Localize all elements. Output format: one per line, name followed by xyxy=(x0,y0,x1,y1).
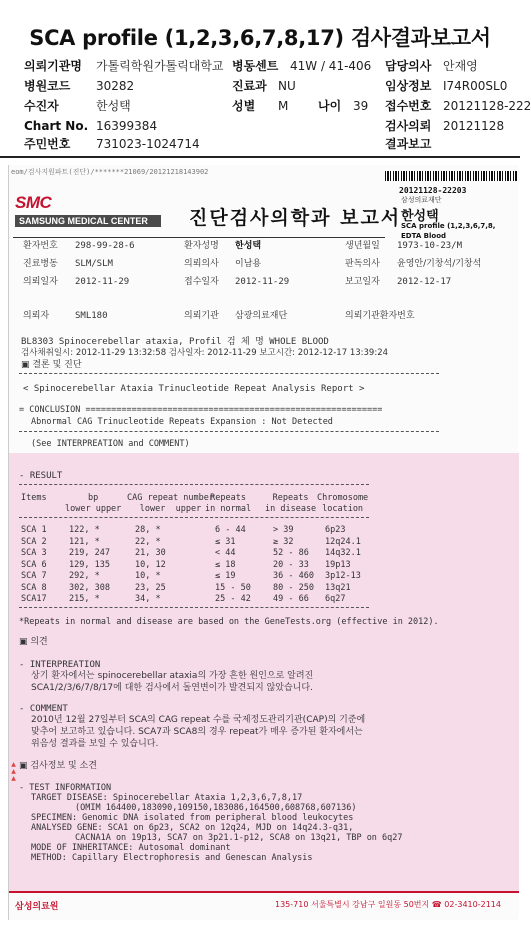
col-header-items: Items xyxy=(21,493,47,503)
institution-label: 의뢰기관명 xyxy=(24,59,82,73)
result-cell-disease: 80 - 250 xyxy=(273,582,314,593)
result-cell-location: 13q21 xyxy=(325,582,351,593)
divider xyxy=(19,517,369,518)
result-cell-normal: ≤ 19 xyxy=(215,571,236,581)
clinical-value: I74R00SL0 xyxy=(443,79,508,93)
result-cell-item: SCA 3 xyxy=(21,548,47,558)
test-info-line: ANALYSED GENE: SCA1 on 6p23, SCA2 on 12q24, MJD on 14q24.3-q31, xyxy=(31,823,354,833)
header-divider xyxy=(0,156,520,158)
result-cell-disease: 52 - 86 xyxy=(273,548,309,558)
result-cell-item: SCA 7 xyxy=(21,571,47,581)
report-footer xyxy=(9,891,519,917)
result-cell-normal: 15 - 50 xyxy=(215,582,251,593)
result-cell-normal: 6 - 44 xyxy=(215,525,246,535)
result-cell-normal: ≤ 31 xyxy=(215,536,236,547)
result-cell-disease: 49 - 66 xyxy=(273,594,309,604)
result-cell-bp: 122, * xyxy=(69,525,100,535)
info-value: SLM/SLM xyxy=(75,259,113,269)
divider xyxy=(19,431,439,432)
result-heading: ▣ 결론 및 진단 xyxy=(21,360,82,370)
doctor-value: 안재영 xyxy=(443,59,478,73)
info-top-rule xyxy=(13,237,385,238)
test-info-line: SPECIMEN: Genomic DNA isolated from peripheral blood leukocytes xyxy=(31,813,354,823)
rrn-label: 주민번호 xyxy=(24,137,71,151)
interpretation-text: SCA1/2/3/6/7/8/17에 대한 검사에서 돌연변이가 발견되지 않았습니다. xyxy=(31,683,313,693)
scan-source-path: eom/검사지원파트(진단)/*******21069/20121218143902 xyxy=(11,168,209,176)
info-label: 의뢰일자 xyxy=(23,277,58,287)
info-value: 298-99-28-6 xyxy=(75,241,135,251)
test-name-line: BL8303 Spinocerebellar ataxia, Profil 검 체 명 WHOLE BLOOD xyxy=(21,337,329,347)
col-header-cag: CAG repeat number lower upper xyxy=(127,493,214,514)
chart-no-label: Chart No. xyxy=(24,119,89,133)
footer-address: 135-710 서울특별시 강남구 일원동 50번지 ☎ 02-3410-2114 xyxy=(275,900,501,909)
sticker-patient-name: 한성택 xyxy=(401,209,439,224)
info-value: 삼광의료재단 xyxy=(235,311,288,321)
sex-label: 성별 xyxy=(232,99,256,113)
comment-text: 2010년 12월 27일부터 SCA의 CAG repeat 수를 국제정도관리기관(CAP)의 기준에 xyxy=(31,715,366,725)
chart-no-value: 16399384 xyxy=(96,119,158,133)
info-label: 보고일자 xyxy=(345,277,380,287)
test-info-label: - TEST INFORMATION xyxy=(19,783,112,793)
result-cell-location: 14q32.1 xyxy=(325,548,361,558)
conclusion-text: Abnormal CAG Trinucleotide Repeats Expansion : Not Detected xyxy=(31,417,333,427)
result-cell-cag: 34, * xyxy=(135,594,161,604)
info-value: 2012-11-29 xyxy=(75,277,130,287)
hospital-code-value: 30282 xyxy=(96,79,135,93)
lab-report-title: 진단검사의학과 보고서 xyxy=(189,207,402,229)
test-info-line: (OMIM 164400,183090,109150,183086,164500,608768,607136) xyxy=(75,803,357,813)
info-value: 이남용 xyxy=(235,259,262,269)
result-cell-bp: 302, 308 xyxy=(69,582,110,593)
ward-label: 병동센트 xyxy=(232,59,279,73)
result-cell-cag: 10, 12 xyxy=(135,559,166,570)
dept-label: 진료과 xyxy=(232,79,267,93)
test-info-line: TARGET DISEASE: Spinocerebellar Ataxia 1,2,3,6,7,8,17 xyxy=(31,793,303,803)
result-cell-disease: 20 - 33 xyxy=(273,559,309,570)
info-label: 진료병동 xyxy=(23,259,58,269)
smc-logo: SMC SAMSUNG MEDICAL CENTER xyxy=(15,193,161,227)
result-cell-location: 19p13 xyxy=(325,559,351,570)
result-cell-disease: > 39 xyxy=(273,525,294,535)
result-cell-item: SCA 8 xyxy=(21,582,47,593)
result-cell-cag: 23, 25 xyxy=(135,582,166,593)
col-header-disease: Repeats in disease xyxy=(265,493,317,514)
result-cell-bp: 215, * xyxy=(69,594,100,604)
patient-value: 한성택 xyxy=(96,99,131,113)
report-date-label: 결과보고 xyxy=(385,137,432,151)
test-info-line: CACNA1A on 19p13, SCA7 on 3p21.1-p12, SCA8 on 13q21, TBP on 6q27 xyxy=(75,833,403,843)
info-label: 의뢰기관환자번호 xyxy=(345,311,415,321)
col-header-location: Chromosome location xyxy=(317,493,369,514)
info-label: 판독의사 xyxy=(345,259,380,269)
result-cell-normal: 25 - 42 xyxy=(215,594,251,604)
doctor-label: 담당의사 xyxy=(385,59,432,73)
scanned-report xyxy=(8,165,518,920)
barcode xyxy=(385,171,517,181)
footer-logo: 삼성의료원 xyxy=(15,902,59,912)
divider xyxy=(19,373,439,374)
analysis-title: < Spinocerebellar Ataxia Trinucleotide Repeat Analysis Report > xyxy=(23,384,365,394)
info-value: SML180 xyxy=(75,311,108,321)
repeats-note: *Repeats in normal and disease are based on the GeneTests.org (effective in 2012). xyxy=(19,617,439,627)
sticker-lab-name: 삼성의료재단 xyxy=(401,196,442,204)
result-cell-item: SCA 1 xyxy=(21,525,47,535)
result-cell-item: SCA17 xyxy=(21,594,47,604)
col-header-bp: bp lower upper xyxy=(65,493,122,514)
info-label: 의뢰기관 xyxy=(184,311,219,321)
interpretation-text: 상기 환자에서는 spinocerebellar ataxia의 가장 흔한 원인으로 알려진 xyxy=(31,671,314,681)
test-info-heading: ▣ 검사정보 및 소견 xyxy=(19,761,97,771)
see-note: (See INTERPREATION and COMMENT) xyxy=(31,439,190,449)
clinical-label: 임상정보 xyxy=(385,79,432,93)
result-cell-bp: 219, 247 xyxy=(69,548,110,558)
hospital-code-label: 병원코드 xyxy=(24,79,71,93)
info-value: 윤영안/기창석/기창석 xyxy=(397,259,482,269)
info-value: 2012-11-29 xyxy=(235,277,290,287)
rrn-value: 731023-1024714 xyxy=(96,137,200,151)
ward-value: 41W / 41-406 xyxy=(290,59,372,73)
opinion-heading: ▣ 의견 xyxy=(19,637,48,647)
result-cell-normal: ≤ 18 xyxy=(215,559,236,570)
comment-text: 맞추어 보고하고 있습니다. SCA7과 SCA8의 경우 repeat가 매우 증가된 환자에서는 xyxy=(31,727,363,737)
institution-value: 가톨릭학원가톨릭대학교 xyxy=(96,59,224,73)
received-value: 20121128-222 xyxy=(443,99,531,113)
request-label: 검사의뢰 xyxy=(385,119,432,133)
result-cell-bp: 121, * xyxy=(69,536,100,547)
result-cell-item: SCA 6 xyxy=(21,559,47,570)
comment-text: 위음성 결과를 보일 수 있습니다. xyxy=(31,739,159,749)
result-cell-disease: 36 - 460 xyxy=(273,571,314,581)
result-cell-normal: < 44 xyxy=(215,548,236,558)
margin-mark: ▲▲▲ xyxy=(10,761,17,782)
result-cell-item: SCA 2 xyxy=(21,536,47,547)
comment-label: - COMMENT xyxy=(19,704,68,714)
info-value: 2012-12-17 xyxy=(397,277,452,287)
info-label: 환자번호 xyxy=(23,241,58,251)
result-cell-disease: ≥ 32 xyxy=(273,536,294,547)
info-value: 1973-10-23/M xyxy=(397,241,463,251)
dept-value: NU xyxy=(278,79,296,93)
result-cell-cag: 22, * xyxy=(135,536,161,547)
patient-label: 수진자 xyxy=(24,99,59,113)
info-label: 환자성명 xyxy=(184,241,219,251)
age-label: 나이 xyxy=(318,99,342,113)
info-label: 접수일자 xyxy=(184,277,219,287)
col-header-normal: Repeats in normal xyxy=(205,493,252,514)
result-label: - RESULT xyxy=(19,471,63,481)
result-cell-location: 6p23 xyxy=(325,525,346,535)
sticker-specimen: EDTA Blood xyxy=(401,232,447,240)
sticker-test-name: SCA profile (1,2,3,6,7,8, xyxy=(401,222,496,230)
result-cell-bp: 129, 135 xyxy=(69,559,110,570)
info-label: 생년월일 xyxy=(345,241,380,251)
divider xyxy=(19,484,369,485)
barcode-number: 20121128-22203 xyxy=(399,186,467,195)
received-label: 접수번호 xyxy=(385,99,432,113)
report-title: SCA profile (1,2,3,6,7,8,17) 검사결과보고서 xyxy=(29,26,491,50)
info-label: 의뢰의사 xyxy=(184,259,219,269)
result-cell-cag: 28, * xyxy=(135,525,161,535)
request-value: 20121128 xyxy=(443,119,505,133)
result-cell-location: 3p12-13 xyxy=(325,571,361,581)
result-cell-cag: 10, * xyxy=(135,571,161,581)
test-info-line: MODE OF INHERITANCE: Autosomal dominant xyxy=(31,843,231,853)
result-cell-bp: 292, * xyxy=(69,571,100,581)
result-cell-cag: 21, 30 xyxy=(135,548,166,558)
conclusion-label: = CONCLUSION ========================================================== xyxy=(19,405,383,415)
info-value: 한성택 xyxy=(235,241,262,251)
age-value: 39 xyxy=(353,99,369,113)
divider xyxy=(19,607,369,608)
test-info-line: METHOD: Capillary Electrophoresis and Genescan Analysis xyxy=(31,853,313,863)
info-label: 의뢰자 xyxy=(23,311,50,321)
result-cell-location: 12q24.1 xyxy=(325,536,361,547)
test-date-line: 검사채취일시: 2012-11-29 13:32:58 검사일자: 2012-11-29 보고시간: 2012-12-17 13:39:24 xyxy=(21,348,389,358)
result-cell-location: 6q27 xyxy=(325,594,346,604)
interpretation-label: - INTERPREATION xyxy=(19,660,101,670)
sex-value: M xyxy=(278,99,289,113)
